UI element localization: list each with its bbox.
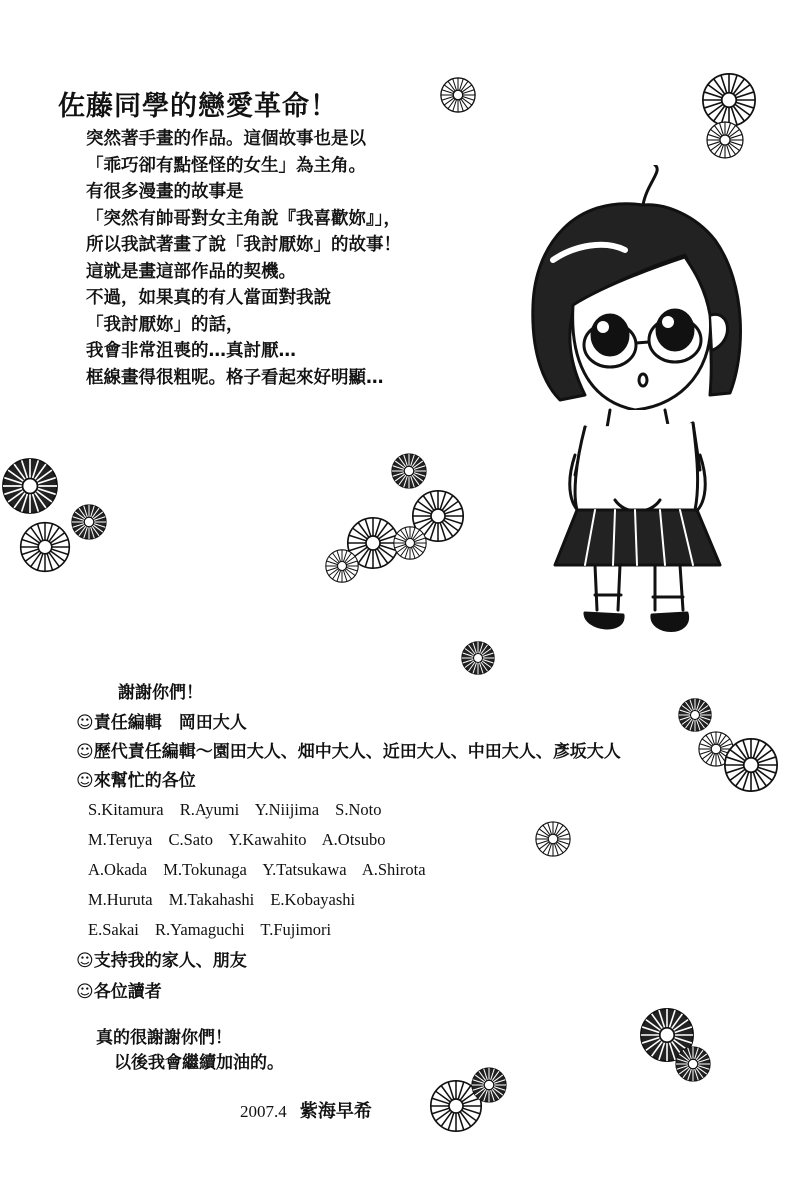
closing-line: 以後我會繼續加油的。: [114, 1053, 284, 1073]
helper-name: C.Sato: [168, 830, 213, 849]
helper-name: Y.Kawahito: [228, 830, 307, 849]
sign-date: 2007.4: [240, 1102, 287, 1121]
intro-line: 這就是畫這部作品的契機。: [86, 261, 296, 282]
intro-line: 突然著手畫的作品。這個故事也是以: [86, 129, 366, 149]
helper-names: [88, 795, 438, 945]
helper-name: A.Otsubo: [321, 830, 386, 849]
intro-text: [86, 126, 401, 391]
page-title: 佐藤同學的戀愛革命！: [58, 91, 338, 122]
chrysanthemum-flower-icon: [460, 640, 496, 676]
chrysanthemum-flower-icon: [722, 736, 780, 794]
helper-name: M.Tokunaga: [163, 860, 247, 879]
credit-helpers: ☺來幫忙的各位: [76, 771, 196, 791]
credit-family: ☺支持我的家人、朋友: [76, 951, 247, 971]
helper-name: R.Yamaguchi: [155, 920, 245, 939]
helper-name: M.Teruya: [88, 830, 153, 849]
helper-name: M.Takahashi: [168, 890, 255, 909]
helper-name: M.Huruta: [88, 890, 153, 909]
intro-line: 「突然有帥哥對女主角說『我喜歡妳』」，: [86, 208, 401, 229]
closing-message: [96, 1026, 284, 1076]
chrysanthemum-flower-icon: [324, 548, 360, 584]
names-row: [88, 825, 438, 855]
chrysanthemum-flower-icon: [70, 503, 108, 541]
intro-line: 框線畫得很粗呢。格子看起來好明顯…: [86, 367, 384, 388]
chrysanthemum-flower-icon: [677, 697, 713, 733]
intro-line: 不過，如果真的有人當面對我說: [86, 288, 331, 308]
helper-name: Y.Niijima: [254, 800, 320, 819]
helper-name: R.Ayumi: [179, 800, 240, 819]
chrysanthemum-flower-icon: [390, 452, 428, 490]
intro-line: 「乖巧卻有點怪怪的女生」為主角。: [86, 155, 366, 176]
helper-name: S.Noto: [335, 800, 382, 819]
sign-author: 紫海早希: [299, 1101, 372, 1122]
helper-name: E.Sakai: [88, 920, 139, 939]
credit-past-editors: ☺歷代責任編輯～園田大人、畑中大人、近田大人、中田大人、彥坂大人: [76, 742, 621, 762]
chrysanthemum-flower-icon: [674, 1045, 712, 1083]
chrysanthemum-flower-icon: [0, 456, 60, 516]
chrysanthemum-flower-icon: [470, 1066, 508, 1104]
helper-name: E.Kobayashi: [270, 890, 356, 909]
names-row: [88, 915, 438, 945]
chrysanthemum-flower-icon: [439, 76, 477, 114]
helper-name: A.Shirota: [361, 860, 426, 879]
names-row: [88, 855, 438, 885]
chrysanthemum-flower-icon: [392, 525, 428, 561]
helper-name: Y.Tatsukawa: [262, 860, 347, 879]
intro-line: 所以我試著畫了說「我討厭妳」的故事！: [86, 235, 401, 255]
chrysanthemum-flower-icon: [18, 520, 72, 574]
credit-readers: ☺各位讀者: [76, 982, 162, 1002]
intro-line: 有很多漫畫的故事是: [86, 182, 244, 202]
intro-line: 我會非常沮喪的…真討厭…: [86, 341, 296, 361]
helper-name: A.Okada: [88, 860, 148, 879]
chrysanthemum-flower-icon: [705, 120, 745, 160]
chrysanthemum-flower-icon: [534, 820, 572, 858]
signature: [240, 1097, 372, 1123]
intro-line: 「我討厭妳」的話，: [86, 314, 244, 335]
names-row: [88, 795, 438, 825]
helper-name: T.Fujimori: [260, 920, 332, 939]
chibi-girl-illustration: [515, 165, 755, 655]
helper-name: S.Kitamura: [88, 800, 164, 819]
closing-line: 真的很謝謝你們！: [96, 1028, 232, 1048]
thanks-heading: 謝謝你們！: [118, 683, 203, 703]
names-row: [88, 885, 438, 915]
credit-editor: ☺責任編輯 岡田大人: [76, 713, 247, 733]
